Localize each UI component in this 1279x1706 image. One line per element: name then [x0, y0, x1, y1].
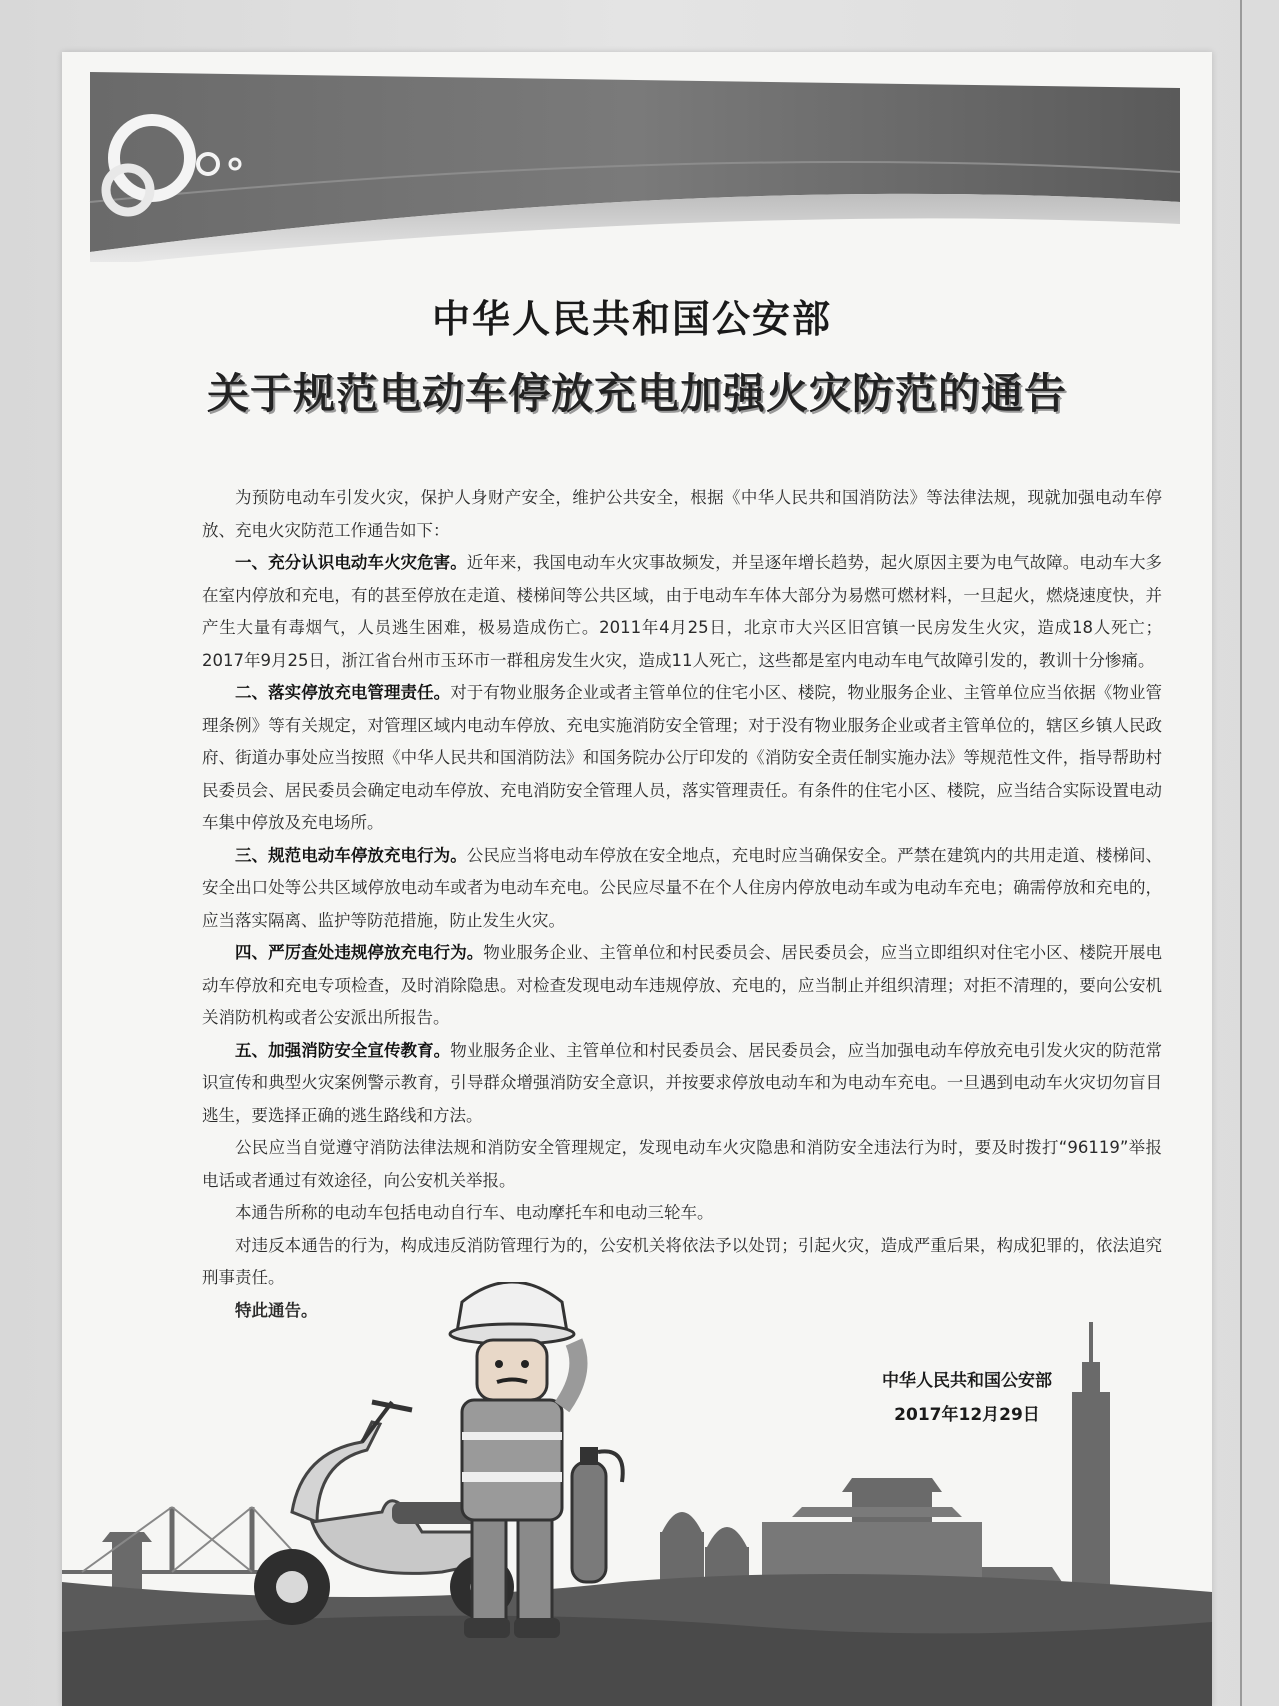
section-heading: 三、规范电动车停放充电行为。	[235, 845, 467, 865]
section-heading: 四、严厉查处违规停放充电行为。	[235, 943, 484, 962]
title-block	[62, 288, 1212, 421]
section-paragraph	[202, 677, 1162, 840]
scope-paragraph: 本通告所称的电动车包括电动自行车、电动摩托车和电动三轮车。	[235, 1203, 714, 1222]
section-paragraph	[202, 937, 1162, 1035]
section-paragraph	[202, 547, 1162, 677]
section-text: 对于有物业服务企业或者主管单位的住宅小区、楼院，物业服务企业、主管单位应当依据《物业管理条例》等有关规定，对管理区域内电动车停放、充电实施消防安全管理；对于没有物业服务企业或者主管单位的，辖区乡镇人民政府、街道办事处应当按照《中华人民共和国消防法》和国务院办公厅印发的《消防安全责任制实施办法》等规范性文件，指导帮助村民委员会、居民委员会确定电动车停放、充电消防安全管理人员，落实管理责任。有条件的住宅小区、楼院，应当结合实际设置电动车集中停放及充电场所。	[202, 683, 1163, 832]
section-paragraph	[202, 1035, 1162, 1133]
section-paragraph	[202, 840, 1162, 938]
logo-rings-icon	[90, 90, 250, 230]
document-title-main: 关于规范电动车停放充电加强火灾防范的通告	[206, 369, 1067, 418]
section-text: 物业服务企业、主管单位和村民委员会、居民委员会，应当加强电动车停放充电引发火灾的防范常识宣传和典型火灾案例警示教育，引导群众增强消防安全意识，并按要求停放电动车和为电动车充电。一旦遇到电动车火灾切勿盲目逃生，要选择正确的逃生路线和方法。	[202, 1040, 1163, 1125]
signature-org: 中华人民共和国公安部	[882, 1371, 1052, 1391]
intro-paragraph: 为预防电动车引发火灾，保护人身财产安全，维护公共安全，根据《中华人民共和国消防法》等法律法规，现就加强电动车停放、充电火灾防范工作通告如下：	[202, 488, 1162, 540]
section-text: 公民应当将电动车停放在安全地点，充电时应当确保安全。严禁在建筑内的共用走道、楼梯间、安全出口处等公共区域停放电动车或者为电动车充电。公民应尽量不在个人住房内停放电动车或为电动车充电；确需停放和充电的，应当落实隔离、监护等防范措施，防止发生火灾。	[202, 845, 1163, 930]
section-heading: 五、加强消防安全宣传教育。	[235, 1040, 451, 1060]
fire-extinguisher-icon	[572, 1447, 623, 1582]
closing-line: 特此通告。	[235, 1300, 318, 1320]
section-text: 近年来，我国电动车火灾事故频发，并呈逐年增长趋势，起火原因主要为电气故障。电动车大多在室内停放和充电，有的甚至停放在走道、楼梯间等公共区域，由于电动车车体大部分为易燃可燃材料，一旦起火，燃烧速度快，并产生大量有毒烟气，人员逃生困难，极易造成伤亡。2011年4月25日，北京市大兴区旧宫镇一民房发生火灾，造成18人死亡；2017年9月25日，浙江省台州市玉环市一群租房发生火灾，造成11人死亡，这些都是室内电动车电气故障引发的，教训十分惨痛。	[202, 553, 1163, 670]
section-heading: 一、充分认识电动车火灾危害。	[235, 553, 467, 572]
signature-date: 2017年12月29日	[894, 1405, 1040, 1425]
section-heading: 二、落实停放充电管理责任。	[235, 683, 451, 702]
footer-illustration	[62, 1282, 1212, 1706]
report-paragraph: 公民应当自觉遵守消防法律法规和消防安全管理规定，发现电动车火灾隐患和消防安全违法行为时，要及时拨打“96119”举报电话或者通过有效途径，向公安机关举报。	[202, 1138, 1162, 1190]
penalty-paragraph: 对违反本通告的行为，构成违反消防管理行为的，公安机关将依法予以处罚；引起火灾，造成严重后果，构成犯罪的，依法追究刑事责任。	[202, 1235, 1162, 1287]
notice-body	[202, 482, 1162, 1327]
notice-page	[62, 52, 1212, 1706]
document-title-issuer: 中华人民共和国公安部	[431, 297, 832, 341]
section-text: 物业服务企业、主管单位和村民委员会、居民委员会，应当立即组织对住宅小区、楼院开展电动车停放和充电专项检查，及时消除隐患。对检查发现电动车违规停放、充电的，应当制止并组织清理；对拒不清理的，要向公安机关消防机构或者公安派出所报告。	[202, 943, 1163, 1027]
wall-edge	[1240, 0, 1242, 1706]
